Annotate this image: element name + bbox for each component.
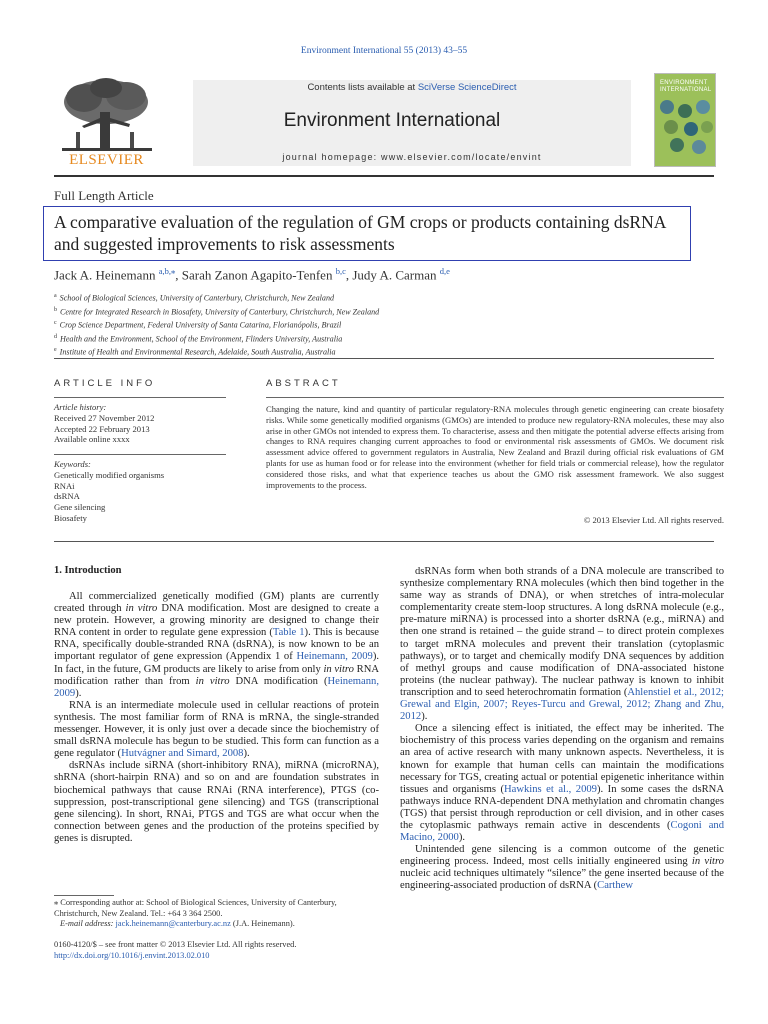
keyword-item: dsRNA bbox=[54, 491, 80, 502]
affiliation-item: $^e$ Institute of Health and Environmental Research, Adelaide, South Australia, Australia bbox=[54, 347, 336, 358]
affiliations bbox=[54, 291, 379, 359]
author-list: Jack A. Heinemann $^{a,b,⁎}$, Sarah Zanon Agapito-Tenfen $^{b,c}$, Judy A. Carman $^{d,e}$ bbox=[54, 266, 450, 283]
affiliation-item: $^b$ Centre for Integrated Research in Biosafety, University of Canterbury, Christchurch, New Zealand bbox=[54, 306, 380, 317]
body-rule bbox=[54, 541, 714, 542]
affiliation-item: $^c$ Crop Science Department, Federal University of Santa Catarina, Florianópolis, Brazil bbox=[54, 320, 342, 330]
contents-line: Contents lists available at SciVerse ScienceDirect bbox=[307, 82, 517, 93]
journal-name: Environment International bbox=[283, 110, 501, 131]
article-info-heading: ARTICLE INFO bbox=[54, 378, 156, 389]
citation-link[interactable]: Carthew bbox=[597, 880, 634, 892]
author-name: Sarah Zanon Agapito-Tenfen bbox=[181, 267, 333, 283]
keyword-item: Genetically modified organisms bbox=[54, 469, 165, 480]
affiliation-item: $^a$ School of Biological Sciences, University of Canterbury, Christchurch, New Zealand bbox=[54, 293, 335, 303]
info-rule bbox=[54, 397, 226, 398]
article-history bbox=[54, 402, 234, 445]
paragraph: RNA is an intermediate molecule used in cellular reactions of protein synthesis. The most familiar form of RNA is mRNA, the single-stranded messenger. However, it is only just over a decade since the biochemistry of small dsRNA molecule has begun to be studied. This form can function as a gene regulator (Hutvágner and Simard, 2008). bbox=[54, 699, 379, 760]
keyword-item: Gene silencing bbox=[54, 502, 106, 513]
author-name: Judy A. Carman bbox=[352, 267, 437, 283]
journal-cover-thumbnail bbox=[654, 73, 716, 167]
journal-reference[interactable]: Environment International 55 (2013) 43–55 bbox=[300, 46, 468, 56]
author-affiliation-marker[interactable]: a,b,⁎ bbox=[158, 266, 176, 276]
citation-link[interactable]: Ahlenstiel et al., 2012; Grewal and Elgin, 2007; Reyes-Turcu and Grewal, 2012; Zhang and Zhu, 2012 bbox=[400, 686, 724, 723]
citation-link[interactable]: Cogoni and Macino, 2000 bbox=[400, 819, 724, 844]
citation-link[interactable]: Heinemann, 2009 bbox=[296, 651, 373, 663]
footnote-front-matter: 0160-4120/$ – see front matter © 2013 Elsevier Ltd. All rights reserved. http://dx.doi.org/10.1016/j.envint.2013.02.010 bbox=[54, 940, 379, 961]
keyword-item: Biosafety bbox=[54, 512, 87, 523]
article-title: A comparative evaluation of the regulation of GM crops or products containing dsRNA and suggested improvements to risk assessments bbox=[54, 212, 666, 254]
article-type: Full Length Article bbox=[54, 188, 154, 203]
author-affiliation-marker[interactable]: d,e bbox=[439, 266, 450, 276]
email-link[interactable]: jack.heinemann@canterbury.ac.nz bbox=[115, 919, 231, 928]
author-affiliation-marker[interactable]: b,c bbox=[335, 266, 346, 276]
keyword-item: RNAi bbox=[54, 480, 75, 491]
cover-image-icon bbox=[655, 93, 715, 163]
abstract-text: Changing the nature, kind and quantity of particular regulatory-RNA molecules through genetic engineering can create biosafety risks. While some genetically modified organisms (GMOs) are intended to produce new regulatory-RNA molecules, these may also arise in other GMOs not intended to express them. To characterise, assess and then mitigate the potential adverse effects arising from changes to RNA requires changing current approaches to food or environmental risk assessments of GMOs. We document risk assessment advice offered to government regulators in Australia, New Zealand and Brazil during official risk evaluations of GM plants for use as human food or for release into the environment (whether for field trials or commercial release), how the regulator considered those risks, and what that experience teaches us about the GMO risk assessment framework. We also suggest improvements to the process. bbox=[266, 404, 724, 490]
citation-link[interactable]: Hawkins et al., 2009 bbox=[503, 783, 597, 795]
abstract-rule bbox=[266, 397, 724, 398]
abstract-heading: ABSTRACT bbox=[266, 378, 341, 389]
history-label: Article history: bbox=[54, 402, 107, 412]
affiliation-item: $^d$ Health and the Environment, School of the Environment, Flinders University, Australia bbox=[54, 333, 343, 344]
abstract-copyright: © 2013 Elsevier Ltd. All rights reserved. bbox=[583, 515, 724, 525]
body-right-column bbox=[400, 566, 724, 893]
section-rule bbox=[54, 358, 714, 359]
table-link[interactable]: Table 1 bbox=[272, 627, 305, 639]
paragraph: dsRNAs include siRNA (short-inhibitory RNA), miRNA (microRNA), shRNA (short-hairpin RNA) and so on and are foundation substrates in biochemical pathways that cause RNAi (RNA interference), PTGS (co-suppression, post-transcriptional gene silencing) and TGS (transcriptional gene silencing). In short, RNAi, PTGS and TGS are what occur when the connection between genes and the production of the proteins specified by genes is disrupted. bbox=[54, 760, 379, 844]
info-rule bbox=[54, 454, 226, 455]
keywords-label: Keywords: bbox=[54, 459, 91, 469]
journal-homepage[interactable]: journal homepage: www.elsevier.com/locate/envint bbox=[282, 152, 542, 162]
footnote-corresponding: ⁎ Corresponding author at: School of Biological Sciences, University of Canterbury, Christchurch, New Zealand. Tel.: +64 3 364 2500. E-mail address: jack.heinemann@canterbury.ac.nz (J.A. Heinemann). bbox=[54, 898, 337, 928]
citation-link[interactable]: Hutvágner and Simard, 2008 bbox=[121, 748, 244, 760]
elsevier-wordmark: ELSEVIER bbox=[69, 152, 144, 168]
paragraph: All commercialized genetically modified (GM) plants are currently created through in vitro DNA modification. Most are designed to create a new protein. However, a growing minority are designed to change their RNA content in order to regulate gene expression (Table 1). This is because RNA, specifically double-stranded RNA (dsRNA), is now known to be an important regulator of gene expression (Appendix 1 of Heinemann, 2009). In fact, in the future, GM products are likely to arise from only in vitro RNA modification rather than from in vitro DNA modification (Heinemann, 2009). bbox=[54, 591, 380, 699]
paragraph: Unintended gene silencing is a common outcome of the genetic engineering process. Indeed, most cells initially engineered using in vitro nucleic acid techniques ultimately “silence” the gene inserted because of the engineering-associated production of dsRNA (Carthew bbox=[400, 844, 724, 892]
body-left-column bbox=[54, 591, 379, 845]
citation-link[interactable]: Heinemann, 2009 bbox=[54, 675, 379, 699]
history-received: Received 27 November 2012 bbox=[54, 412, 155, 423]
header-rule bbox=[54, 175, 714, 177]
section-heading-introduction: 1. Introduction bbox=[54, 565, 122, 576]
cover-title: ENVIRONMENT INTERNATIONAL bbox=[660, 80, 712, 93]
author-name: Jack A. Heinemann bbox=[54, 267, 156, 283]
paragraph: Once a silencing effect is initiated, the effect may be inherited. The biochemistry of this process varies depending on the organism and remains an area of active research with many unknown aspects. Nevertheless, it is known for example that human cells can maintain the modifications necessary for TGS, creating actual or potential epigenetic inheritance within tissues and organisms (Hawkins et al., 2009). In some cases the dsRNA pathways induce RNA-dependent DNA methylation and chromatin changes (TGS) that persist through reproduction or cell division, and in other cases the cytoplasmic pathways remain active in descendents (Cogoni and Macino, 2000). bbox=[400, 723, 724, 844]
doi-link[interactable]: http://dx.doi.org/10.1016/j.envint.2013.02.010 bbox=[54, 950, 210, 960]
paragraph: dsRNAs form when both strands of a DNA molecule are transcribed to synthesize complementary RNA molecules (which then bind together in the same way as strands of DNA), or when stretches of intra-molecular complementarity create stem-loop structures. A long dsRNA molecule (e.g., pre-mature miRNA) is processed into a shorter dsRNA (e.g., miRNA) and then one strand is retained – the guide strand – to direct protein complexes to target mRNA molecules and prevent their translation (cytoplasmic pathways), or to target and chemically modify DNA sequences by addition of methyl groups and cause modification of DNA-associated histone proteins (the nuclear pathway). The nuclear pathway is known to inhibit transcription and to seed heterochromatin formation (Ahlenstiel et al., 2012; Grewal and Elgin, 2007; Reyes-Turcu and Grewal, 2012; Zhang and Zhu, 2012). bbox=[400, 566, 724, 723]
keywords bbox=[54, 459, 234, 524]
history-online: Available online xxxx bbox=[54, 434, 130, 445]
sciencedirect-link[interactable]: SciVerse ScienceDirect bbox=[417, 82, 517, 93]
history-accepted: Accepted 22 February 2013 bbox=[54, 423, 150, 434]
footnote-rule bbox=[54, 895, 114, 896]
